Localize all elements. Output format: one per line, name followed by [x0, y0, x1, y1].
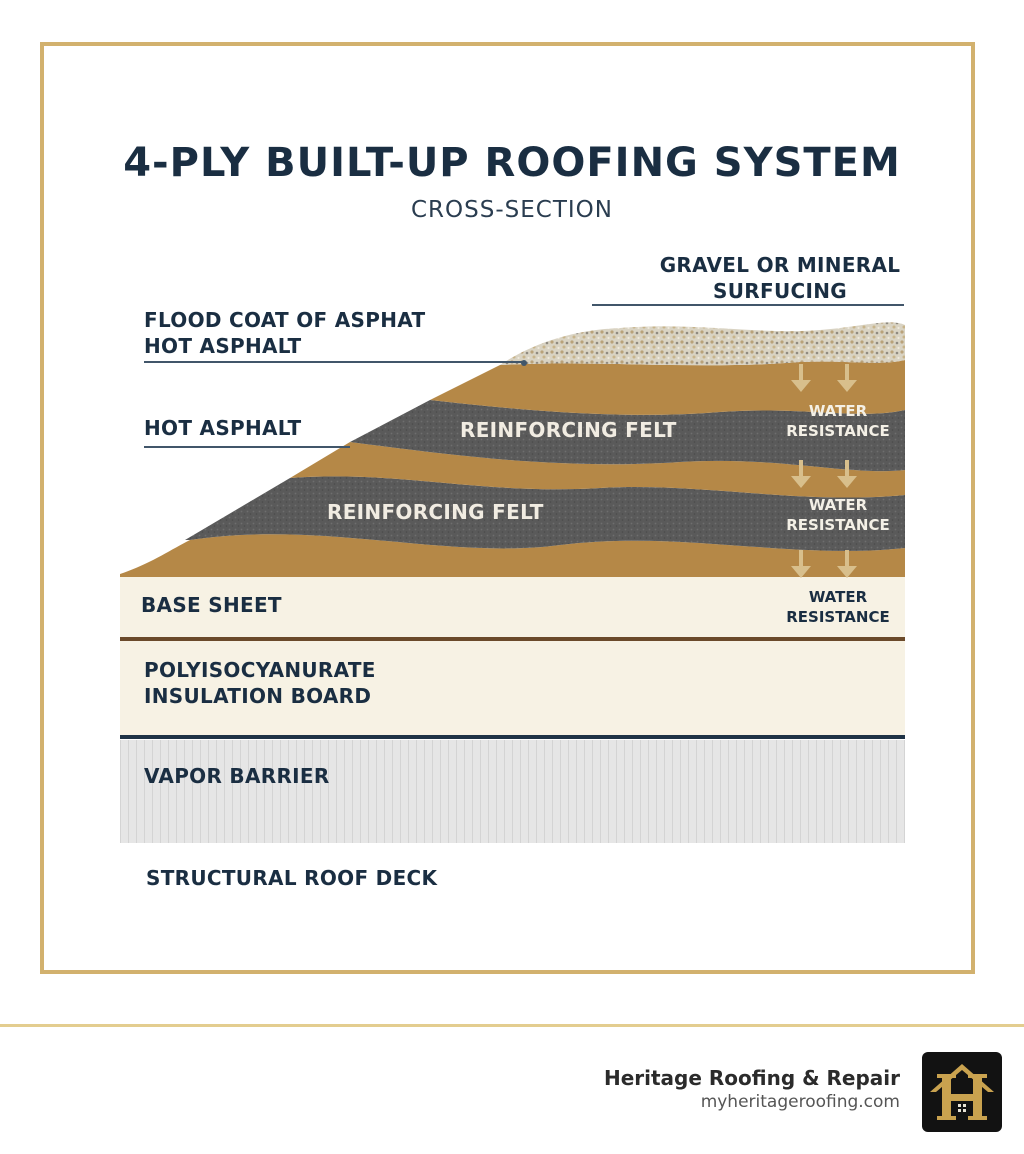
hot-asphalt-label: HOT ASPHALT: [144, 416, 302, 440]
vapor-barrier-top-rule: [120, 735, 905, 739]
brand-block: [604, 1066, 900, 1112]
insulation-label: POLYISOCYANURATE INSULATION BOARD: [144, 658, 376, 708]
water-resistance-label-middle: WATER RESISTANCE: [786, 496, 890, 534]
hot-asphalt-leader-line: [144, 446, 350, 448]
roof-deck-label: STRUCTURAL ROOF DECK: [146, 866, 438, 890]
company-name: Heritage Roofing & Repair: [603, 1066, 900, 1090]
diagram-title: 4-PLY BUILT-UP ROOFING SYSTEM: [123, 140, 901, 186]
gravel-label: GRAVEL OR MINERAL SURFUCING: [659, 253, 901, 303]
gravel-leader-line: [592, 304, 904, 306]
company-url[interactable]: myheritageroofing.com: [700, 1092, 900, 1112]
flood-coat-leader-line: [144, 361, 524, 363]
vapor-barrier-band: [120, 740, 905, 843]
flood-coat-label: FLOOD COAT OF ASPHAT HOT ASPHALT: [144, 308, 426, 358]
water-resistance-label-top: WATER RESISTANCE: [786, 402, 890, 440]
diagram-subtitle: CROSS-SECTION: [411, 197, 613, 223]
base-sheet-bottom-rule: [120, 637, 905, 641]
footer-divider: [0, 1024, 1024, 1027]
reinforcing-felt-label-lower: REINFORCING FELT: [327, 500, 544, 524]
water-resistance-label-bottom: WATER RESISTANCE: [786, 588, 890, 626]
vapor-barrier-label: VAPOR BARRIER: [144, 764, 330, 788]
gravel-surfacing: [500, 322, 905, 365]
reinforcing-felt-label-upper: REINFORCING FELT: [460, 418, 677, 442]
base-sheet-label: BASE SHEET: [141, 593, 282, 617]
house-h-logo-icon: [922, 1052, 1002, 1132]
